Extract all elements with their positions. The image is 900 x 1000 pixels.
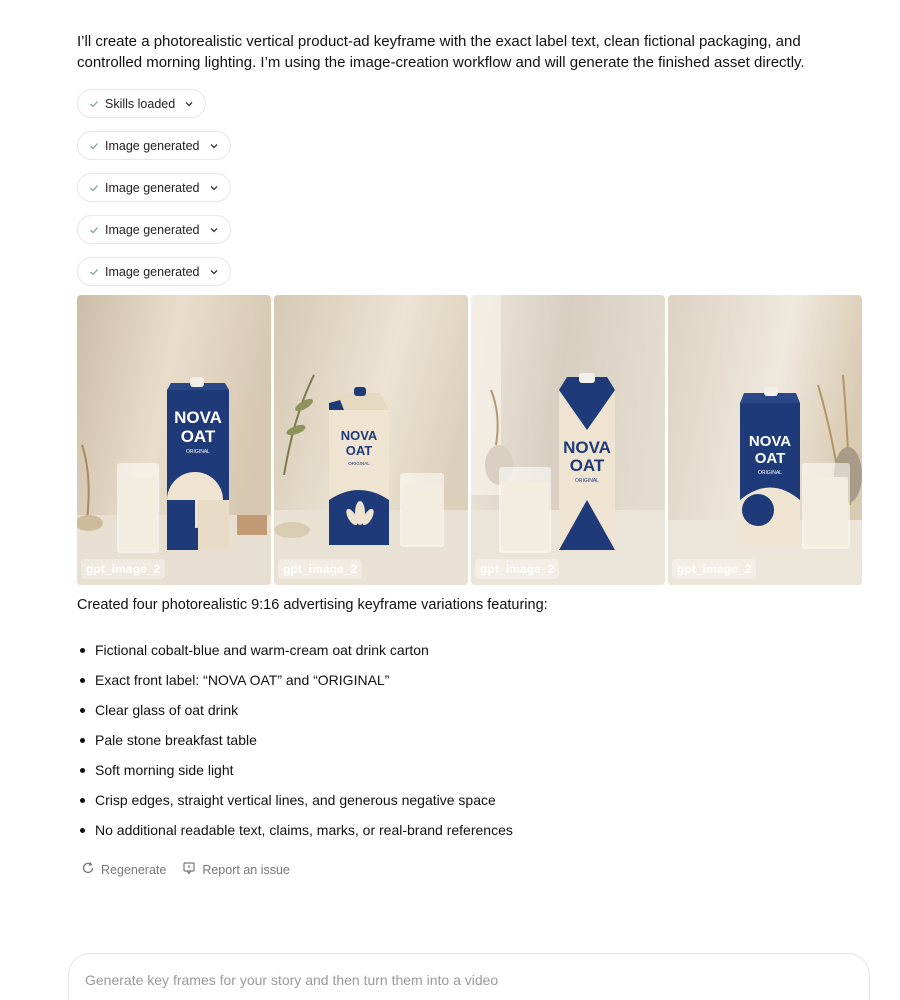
skills-loaded-pill[interactable]: [77, 89, 206, 118]
regenerate-button[interactable]: [81, 861, 166, 878]
model-tag: gpt_image_2: [475, 559, 559, 579]
pill-label: Image generated: [105, 222, 200, 237]
model-tag: gpt_image_2: [81, 559, 165, 579]
image-gallery: [77, 295, 863, 585]
carton-text-line3: ORIGINAL: [758, 470, 782, 476]
carton-text-line2: OAT: [180, 427, 216, 446]
image-generated-pill-1[interactable]: [77, 131, 231, 160]
report-issue-button[interactable]: [182, 861, 290, 878]
chevron-down-icon: [208, 182, 220, 194]
carton-text-line1: NOVA: [563, 438, 611, 457]
check-icon: [88, 140, 100, 152]
message-actions: [81, 861, 290, 878]
summary-text: Created four photorealistic 9:16 advertising keyframe variations featuring:: [77, 597, 548, 613]
carton-text-line3: ORIGINAL: [348, 461, 370, 466]
image-generated-pill-4[interactable]: [77, 257, 231, 286]
report-label: Report an issue: [202, 862, 290, 877]
chevron-down-icon: [208, 140, 220, 152]
list-item: Exact front label: “NOVA OAT” and “ORIGINAL”: [77, 670, 513, 700]
list-item: Soft morning side light: [77, 760, 513, 790]
list-item: Crisp edges, straight vertical lines, and generous negative space: [77, 790, 513, 820]
generated-image-3[interactable]: [471, 295, 665, 585]
feature-list: [77, 640, 513, 850]
model-tag: gpt_image_2: [672, 559, 756, 579]
generated-image-1[interactable]: [77, 295, 271, 585]
report-icon: [182, 861, 196, 878]
check-icon: [88, 98, 100, 110]
intro-text: I’ll create a photorealistic vertical product-ad keyframe with the exact label text, clean fictional packaging, and controlled morning lighting. I’m using the image-creation workflow and will generate the finished asset directly.: [77, 33, 805, 71]
list-item: Clear glass of oat drink: [77, 700, 513, 730]
list-item: Pale stone breakfast table: [77, 730, 513, 760]
check-icon: [88, 182, 100, 194]
carton-text-line1: NOVA: [340, 428, 378, 443]
generated-image-4[interactable]: [668, 295, 862, 585]
list-item: No additional readable text, claims, marks, or real-brand references: [77, 820, 513, 850]
carton-text-line3: ORIGINAL: [186, 449, 210, 455]
pill-label: Image generated: [105, 264, 200, 279]
chevron-down-icon: [183, 98, 195, 110]
check-icon: [88, 224, 100, 236]
carton-text-line2: OAT: [754, 450, 786, 467]
carton-text-line1: NOVA: [748, 433, 792, 450]
carton-text-line1: NOVA: [174, 408, 222, 427]
image-generated-pill-2[interactable]: [77, 173, 231, 202]
message-composer: [68, 953, 870, 1000]
model-tag: gpt_image_2: [278, 559, 362, 579]
chevron-down-icon: [208, 224, 220, 236]
pill-label: Image generated: [105, 138, 200, 153]
image-generated-pill-3[interactable]: [77, 215, 231, 244]
generated-image-2[interactable]: [274, 295, 468, 585]
carton-text-line2: OAT: [345, 443, 373, 458]
carton-text-line2: OAT: [569, 456, 605, 475]
prompt-input[interactable]: [85, 972, 785, 988]
regenerate-label: Regenerate: [101, 862, 167, 877]
check-icon: [88, 266, 100, 278]
carton-text-line3: ORIGINAL: [575, 478, 599, 484]
pill-label: Image generated: [105, 180, 200, 195]
pill-label: Skills loaded: [105, 96, 176, 111]
chevron-down-icon: [208, 266, 220, 278]
list-item: Fictional cobalt-blue and warm-cream oat drink carton: [77, 640, 513, 670]
refresh-icon: [81, 861, 95, 878]
